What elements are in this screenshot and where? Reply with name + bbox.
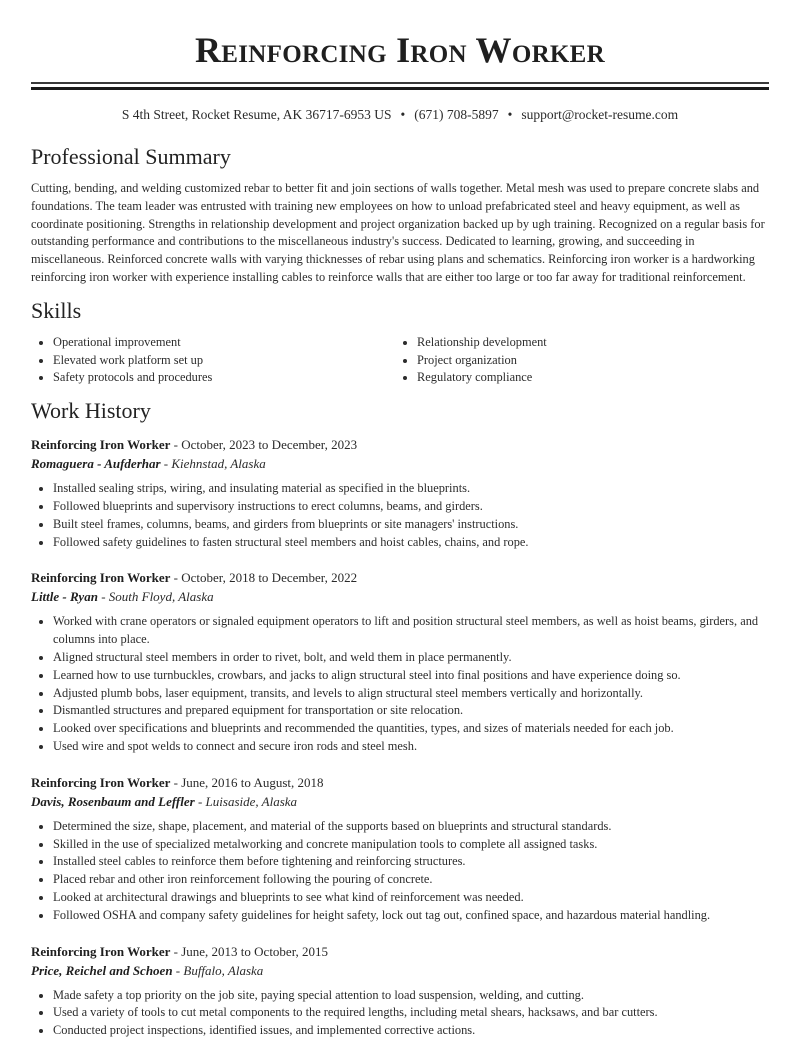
work-history-heading: Work History [31,398,151,424]
job-company: Romaguera - Aufderhar [31,456,161,472]
job-bullets [31,480,769,551]
job-company: Little - Ryan [31,589,98,605]
job-bullet: • Looked over specifications and blueprints and recommended the quantities, types, and sizes of materials needed for each job. [53,720,769,738]
skill-item: • Operational improvement [53,334,395,352]
skills-heading: Skills [31,297,82,323]
job-bullet: • Looked at architectural drawings and blueprints to see what kind of reinforcement was needed. [53,889,769,907]
job-dates: - June, 2013 to October, 2015 [170,943,329,959]
job-bullet: • Adjusted plumb bobs, laser equipment, transits, and levels to align structural steel members vertically and horizontally. [53,685,769,703]
job-bullet: • Followed OSHA and company safety guidelines for height safety, lock out tag out, confined space, and hazardous material handling. [53,907,769,925]
bullet-separator-icon: • [400,107,406,122]
job-location: - Buffalo, Alaska [172,962,264,978]
job-bullet: • Placed rebar and other iron reinforcement following the pouring of concrete. [53,871,769,889]
job-bullet: • Determined the size, shape, placement, and material of the supports based on blueprints and structural standards. [53,818,769,836]
job-company-line [31,587,769,607]
job-entry [31,773,769,925]
job-bullet: • Made safety a top priority on the job site, paying special attention to load suspension, welding, and cutting. [53,987,769,1005]
header-divider-thin [31,82,769,84]
job-title: Reinforcing Iron Worker [31,437,171,453]
job-bullet: • Skilled in the use of specialized metalworking and concrete manipulation tools to complete all assigned tasks. [53,836,769,854]
skills-column-right [395,334,759,387]
job-company-line [31,961,769,981]
skills-column-left [31,334,395,387]
job-title-line [31,435,769,454]
job-bullets [31,818,769,925]
job-title: Reinforcing Iron Worker [31,570,171,586]
job-bullet: • Used a variety of tools to cut metal components to the required lengths, including metal shears, hacksaws, and bar cutters. [53,1004,769,1022]
job-company-line [31,454,769,474]
skill-item: • Project organization [417,352,759,370]
job-entry [31,568,769,755]
resume-name: Reinforcing Iron Worker [195,30,605,70]
job-company: Davis, Rosenbaum and Leffler [31,793,195,809]
job-title: Reinforcing Iron Worker [31,774,171,790]
skill-item: • Regulatory compliance [417,369,759,387]
job-company-line [31,792,769,812]
job-entry [31,435,769,551]
job-bullet: • Dismantled structures and prepared equipment for transportation or site relocation. [53,702,769,720]
job-bullet: • Aligned structural steel members in order to rivet, bolt, and weld them in place permanently. [53,649,769,667]
job-bullet: • Worked with crane operators or signaled equipment operators to lift and position structural steel members, as well as hoist beams, girders, and columns into place. [53,613,769,649]
skill-item: • Elevated work platform set up [53,352,395,370]
job-title: Reinforcing Iron Worker [31,943,171,959]
contact-phone: (671) 708-5897 [414,107,499,122]
job-location: - South Floyd, Alaska [97,589,214,605]
job-bullet: • Followed safety guidelines to fasten structural steel members and hoist cables, chains, and rope. [53,534,769,552]
job-title-line [31,942,769,961]
contact-line [31,105,769,125]
job-dates: - June, 2016 to August, 2018 [170,774,324,790]
job-dates: - October, 2023 to December, 2023 [170,437,358,453]
job-entry [31,942,769,1040]
summary-text: Cutting, bending, and welding customized rebar to better fit and join sections of walls together. Metal mesh was used to prepare concrete slabs and foundations. The team leader was entrusted with training new employees on how to unload prefabricated steel and heavy equipment, as well as coordinate positioning. Strengths in relationship development and project organization backed up by ugh training. Recognized on a regular basis for outstanding performance and contributions to the miscellaneous industry's success. Dedicated to learning, growing, and succeeding in miscellaneous. Reinforced concrete walls with varying thicknesses of rebar using plans and schematics. Reinforcing iron worker is a hardworking reinforcing iron worker with experience installing cables to reinforce walls that are either too large or too far away for traditional reinforcement. [31,181,765,284]
contact-address: S 4th Street, Rocket Resume, AK 36717-6953 US [121,107,392,122]
skill-item: • Safety protocols and procedures [53,369,395,387]
header-divider-thick [31,87,769,90]
skill-item: • Relationship development [417,334,759,352]
job-dates: - October, 2018 to December, 2022 [170,570,358,586]
job-bullet: • Followed blueprints and supervisory instructions to erect columns, beams, and girders. [53,498,769,516]
skills-list [31,334,769,387]
job-title-line [31,773,769,792]
summary-heading: Professional Summary [31,144,231,169]
job-bullet: • Installed steel cables to reinforce them before tightening and reinforcing structures. [53,853,769,871]
job-company: Price, Reichel and Schoen [31,962,173,978]
job-location: - Kiehnstad, Alaska [160,456,266,472]
job-bullet: • Learned how to use turnbuckles, crowbars, and jacks to align structural steel into final positions and have experience doing so. [53,667,769,685]
job-title-line [31,568,769,587]
job-location: - Luisaside, Alaska [194,793,298,809]
job-bullet: • Built steel frames, columns, beams, and girders from blueprints or site managers' instructions. [53,516,769,534]
job-bullet: • Conducted project inspections, identified issues, and implemented corrective actions. [53,1022,769,1040]
job-bullet: • Installed sealing strips, wiring, and insulating material as specified in the blueprints. [53,480,769,498]
job-bullets [31,987,769,1040]
contact-email: support@rocket-resume.com [521,107,679,122]
job-bullets [31,613,769,755]
job-bullet: • Used wire and spot welds to connect and secure iron rods and steel mesh. [53,738,769,756]
bullet-separator-icon: • [507,107,513,122]
